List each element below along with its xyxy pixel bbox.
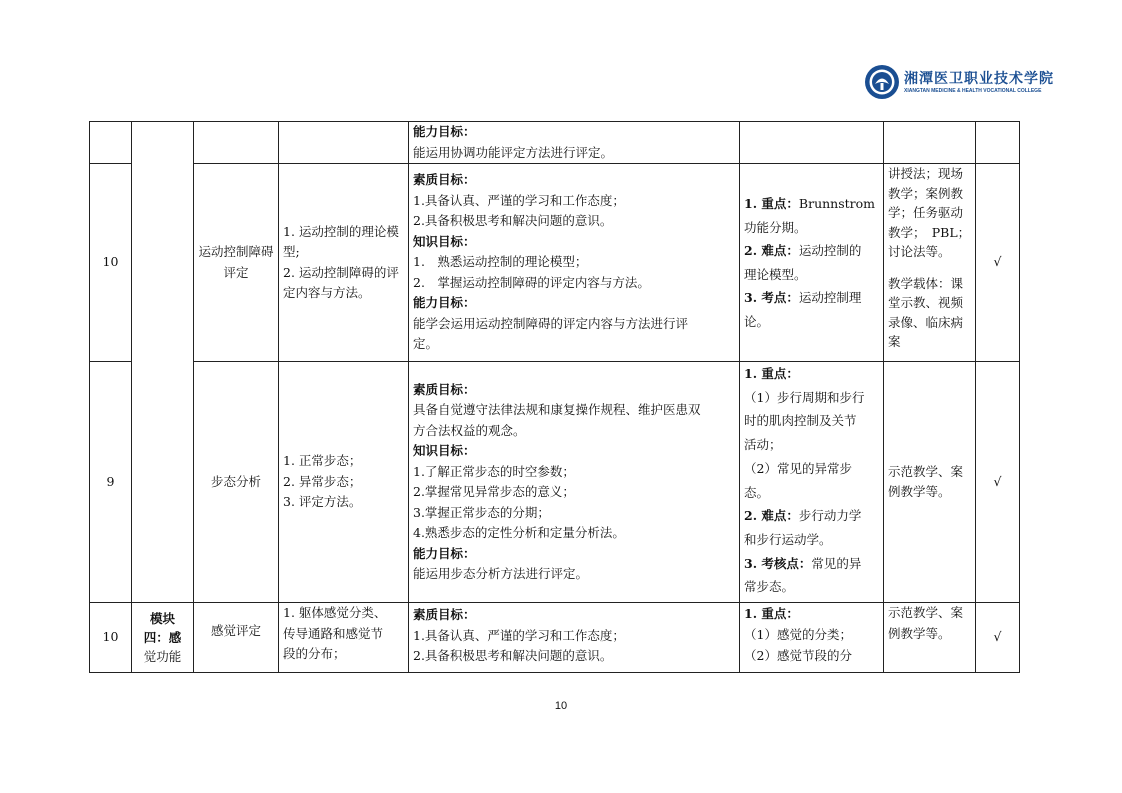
- method-line: 讲授法；现场: [888, 166, 964, 181]
- objectives-cell: [409, 164, 740, 362]
- topic-cell: 步态分析: [194, 362, 279, 603]
- content-line: 2. 运动控制障碍的评定内容与方法。: [283, 264, 399, 300]
- objectives-cell: [409, 122, 740, 164]
- method-line: 学；任务驱动: [888, 205, 964, 220]
- topic-cell: [194, 164, 279, 362]
- check-cell: √: [976, 603, 1020, 673]
- module-cell: [132, 122, 194, 603]
- methods-cell: [884, 362, 976, 603]
- points-cell: [740, 362, 884, 603]
- objective-line: 能运用步态分析方法进行评定。: [413, 566, 589, 581]
- topic-cell: 感觉评定: [194, 603, 279, 673]
- content-cell: [279, 603, 409, 673]
- point-label: 1. 重点：: [744, 366, 799, 381]
- method-line: 案: [888, 334, 901, 349]
- content-cell: [279, 122, 409, 164]
- method-line: 例教学等。: [888, 484, 951, 499]
- methods-cell: [884, 164, 976, 362]
- table-row: [90, 362, 1020, 603]
- page-number: 10: [554, 700, 568, 712]
- objective-line: 2.掌握常见异常步态的意义；: [413, 484, 575, 499]
- points-cell: [740, 122, 884, 164]
- point-line: 活动；: [744, 437, 782, 453]
- method-line: [888, 262, 971, 274]
- point-label: 2. 难点：: [744, 243, 799, 258]
- point-label: 2. 难点：: [744, 508, 799, 524]
- check-cell: [976, 122, 1020, 164]
- method-line: 教学；案例教: [888, 185, 964, 201]
- content-line: 2. 异常步态；: [283, 473, 362, 489]
- point-label: 1. 重点：: [744, 606, 799, 621]
- objective-line: 2.具备积极思考和解决问题的意识。: [413, 648, 613, 663]
- point-line: [744, 239, 879, 263]
- objective-line: 能学会运用运动控制障碍的评定内容与方法进行评: [413, 315, 689, 331]
- points-cell: [740, 164, 884, 362]
- content-line: 段的分布；: [283, 646, 346, 661]
- objective-line: 方合法权益的观念。: [413, 422, 526, 438]
- module-line: 觉功能: [143, 649, 182, 664]
- objective-line: 1.具备认真、严谨的学习和工作态度；: [413, 627, 625, 643]
- method-line: 示范教学、案: [888, 463, 964, 479]
- num-cell: 9: [90, 362, 132, 603]
- content-line: 1. 运动控制的理论模型;: [283, 223, 399, 259]
- method-line: 讨论法等。: [888, 244, 951, 259]
- point-line: 时的肌肉控制及关节: [744, 413, 857, 429]
- objective-line: 2. 掌握运动控制障碍的评定内容与方法。: [413, 274, 650, 290]
- objective-line: 2.具备积极思考和解决问题的意识。: [413, 213, 613, 229]
- point-line: 功能分期。: [744, 219, 807, 235]
- content-line: 3. 评定方法。: [283, 494, 362, 510]
- objective-heading: 能力目标：: [413, 295, 476, 311]
- topic-cell: [194, 122, 279, 164]
- objective-line: 具备自觉遵守法律法规和康复操作规程、维护医患双: [413, 402, 701, 417]
- college-seal-icon: [864, 64, 900, 100]
- table-row: [90, 603, 1020, 673]
- module-cell: [132, 603, 194, 673]
- content-cell: [279, 362, 409, 603]
- course-table: [89, 121, 1020, 673]
- point-line: [744, 286, 879, 310]
- content-cell: [279, 164, 409, 362]
- college-name-cn: 湘潭医卫职业技术学院: [904, 71, 1054, 87]
- methods-cell: [884, 122, 976, 164]
- point-line: [744, 504, 879, 528]
- point-line: （2）常见的异常步: [744, 460, 852, 476]
- module-line: [136, 628, 189, 647]
- objective-heading: 能力目标：: [413, 124, 476, 139]
- table-row: [90, 164, 1020, 362]
- point-line: （1）步行周期和步行: [744, 389, 865, 405]
- point-text: 运动控制理: [798, 290, 862, 305]
- points-cell: [740, 603, 884, 673]
- objective-line: 定。: [413, 336, 439, 352]
- point-label: 1. 重点：: [744, 196, 799, 211]
- method-line: 堂示教、视频: [888, 295, 964, 310]
- point-text: 常见的异: [811, 555, 862, 571]
- point-line: （1）感觉的分类；: [744, 627, 852, 642]
- point-text: 步行动力学: [798, 508, 862, 524]
- point-line: [744, 552, 879, 576]
- point-line: [744, 362, 879, 386]
- point-label: 3. 考核点：: [744, 555, 812, 571]
- objectives-cell: [409, 603, 740, 673]
- methods-cell: [884, 603, 976, 673]
- objective-line: 1.具备认真、严谨的学习和工作态度；: [413, 192, 625, 208]
- method-line: 教学载体：课: [888, 275, 964, 291]
- point-line: 常步态。: [744, 579, 795, 595]
- check-cell: √: [976, 164, 1020, 362]
- point-line: 和步行运动学。: [744, 531, 832, 547]
- method-line: 录像、临床病: [888, 314, 964, 330]
- point-line: 理论模型。: [744, 266, 807, 282]
- module-line: 模块: [149, 611, 175, 626]
- point-line: [744, 192, 879, 216]
- point-line: [744, 603, 879, 624]
- objective-heading: 素质目标：: [413, 381, 476, 397]
- method-line: 示范教学、案: [888, 605, 964, 620]
- objective-heading: 素质目标：: [413, 172, 476, 188]
- module-text: 四：感: [143, 630, 182, 645]
- content-line: 传导通路和感觉节: [283, 625, 384, 641]
- content-line: 1. 正常步态；: [283, 453, 362, 469]
- objective-heading: 知识目标：: [413, 443, 476, 458]
- objective-line: 3.掌握正常步态的分期；: [413, 504, 550, 520]
- college-name-en: XIANGTAN MEDICINE & HEALTH VOCATIONAL COLLEGE: [904, 88, 1042, 94]
- point-line: 态。: [744, 484, 770, 500]
- objective-line: 能运用协调功能评定方法进行评定。: [413, 144, 614, 160]
- objective-heading: 素质目标：: [413, 607, 476, 622]
- college-logo: [864, 64, 1054, 104]
- point-label: 3. 考点：: [744, 290, 799, 305]
- method-line: 例教学等。: [888, 625, 951, 641]
- objective-heading: 能力目标：: [413, 545, 476, 561]
- num-cell: 10: [90, 164, 132, 362]
- num-cell: [90, 122, 132, 164]
- point-text: Brunnstrom: [798, 196, 876, 211]
- num-cell: 10: [90, 603, 132, 673]
- topic-text: 运动控制障碍评定: [198, 244, 274, 280]
- objective-line: 1.了解正常步态的时空参数；: [413, 463, 575, 479]
- point-line: 论。: [744, 313, 770, 329]
- objective-line: 1. 熟悉运动控制的理论模型；: [413, 254, 588, 270]
- table-row: [90, 122, 1020, 164]
- point-line: （2）感觉节段的分: [744, 648, 852, 663]
- content-line: 1. 躯体感觉分类、: [283, 605, 387, 620]
- check-cell: √: [976, 362, 1020, 603]
- objectives-cell: [409, 362, 740, 603]
- method-line: 教学； PBL；: [888, 224, 971, 240]
- objective-heading: 知识目标：: [413, 233, 476, 249]
- point-text: 运动控制的: [798, 243, 862, 258]
- objective-line: 4.熟悉步态的定性分析和定量分析法。: [413, 525, 625, 540]
